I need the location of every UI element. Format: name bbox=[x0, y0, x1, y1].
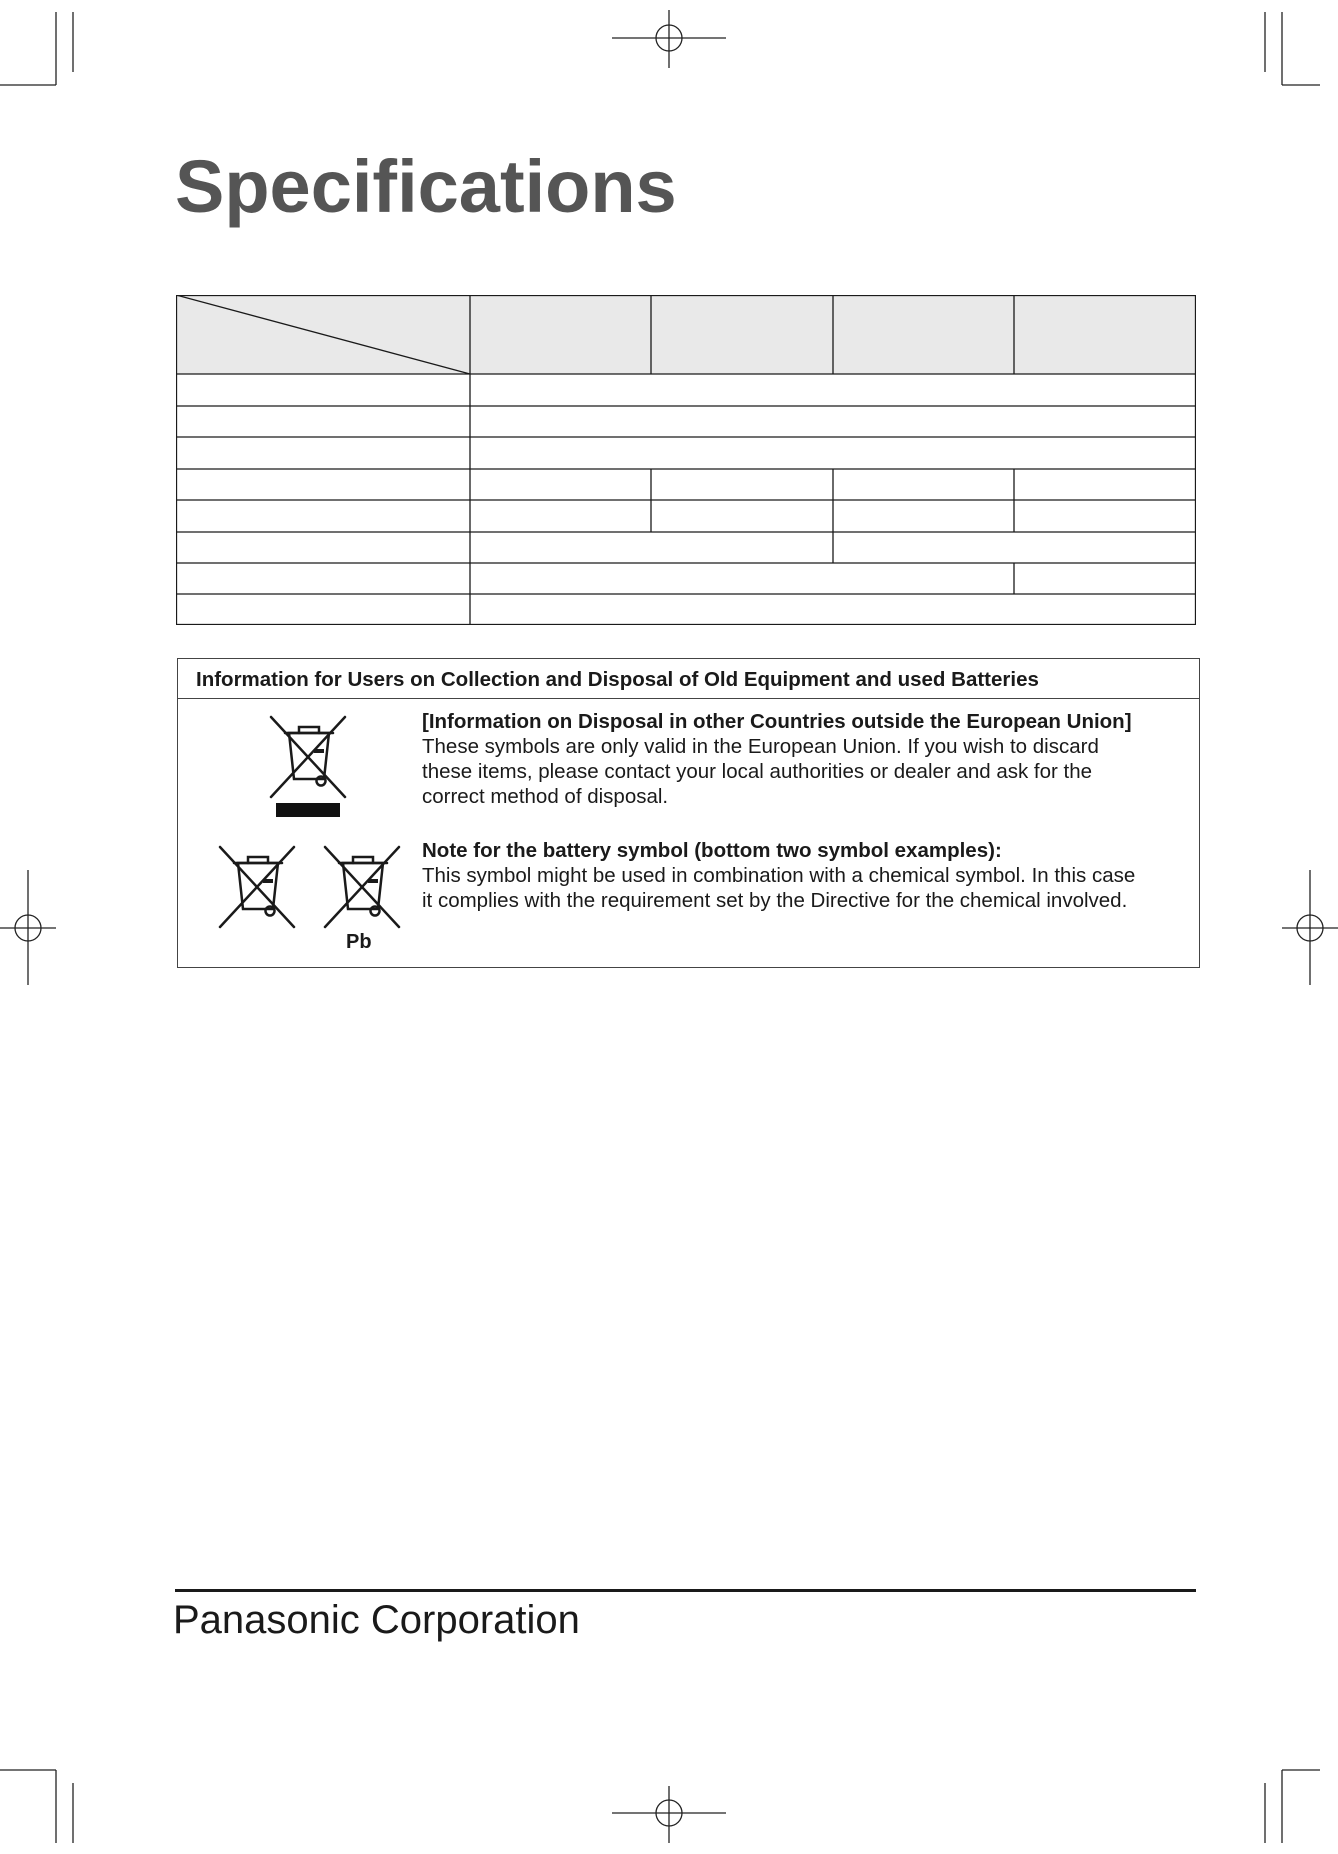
crossed-out-wheelie-bin-icon bbox=[269, 711, 349, 817]
footer-rule bbox=[175, 1589, 1196, 1592]
outside-eu-title: [Information on Disposal in other Countries outside the European Union] bbox=[422, 710, 1132, 733]
chemical-symbol-label: Pb bbox=[346, 931, 372, 953]
table-header-row bbox=[176, 295, 1195, 374]
page-title: Specifications bbox=[175, 145, 677, 228]
outside-eu-paragraph bbox=[422, 709, 1202, 809]
specifications-table bbox=[176, 295, 1196, 625]
battery-note-title: Note for the battery symbol (bottom two symbol examples): bbox=[422, 839, 1002, 862]
outside-eu-line: these items, please contact your local authorities or dealer and ask for the bbox=[422, 760, 1093, 783]
company-name: Panasonic Corporation bbox=[173, 1598, 580, 1642]
disposal-heading: Information for Users on Collection and Disposal of Old Equipment and used Batteries bbox=[178, 659, 1199, 699]
battery-note-paragraph bbox=[422, 838, 1202, 913]
battery-note-line: it complies with the requirement set by the Directive for the chemical involved. bbox=[422, 889, 1128, 912]
crossed-out-wheelie-bin-icon bbox=[218, 845, 298, 929]
battery-note-line: This symbol might be used in combination with a chemical symbol. In this case bbox=[422, 864, 1136, 887]
outside-eu-line: These symbols are only valid in the European Union. If you wish to discard bbox=[422, 735, 1099, 758]
crossed-out-wheelie-bin-icon bbox=[323, 845, 403, 929]
disposal-info-box bbox=[177, 658, 1200, 968]
outside-eu-line: correct method of disposal. bbox=[422, 785, 669, 808]
